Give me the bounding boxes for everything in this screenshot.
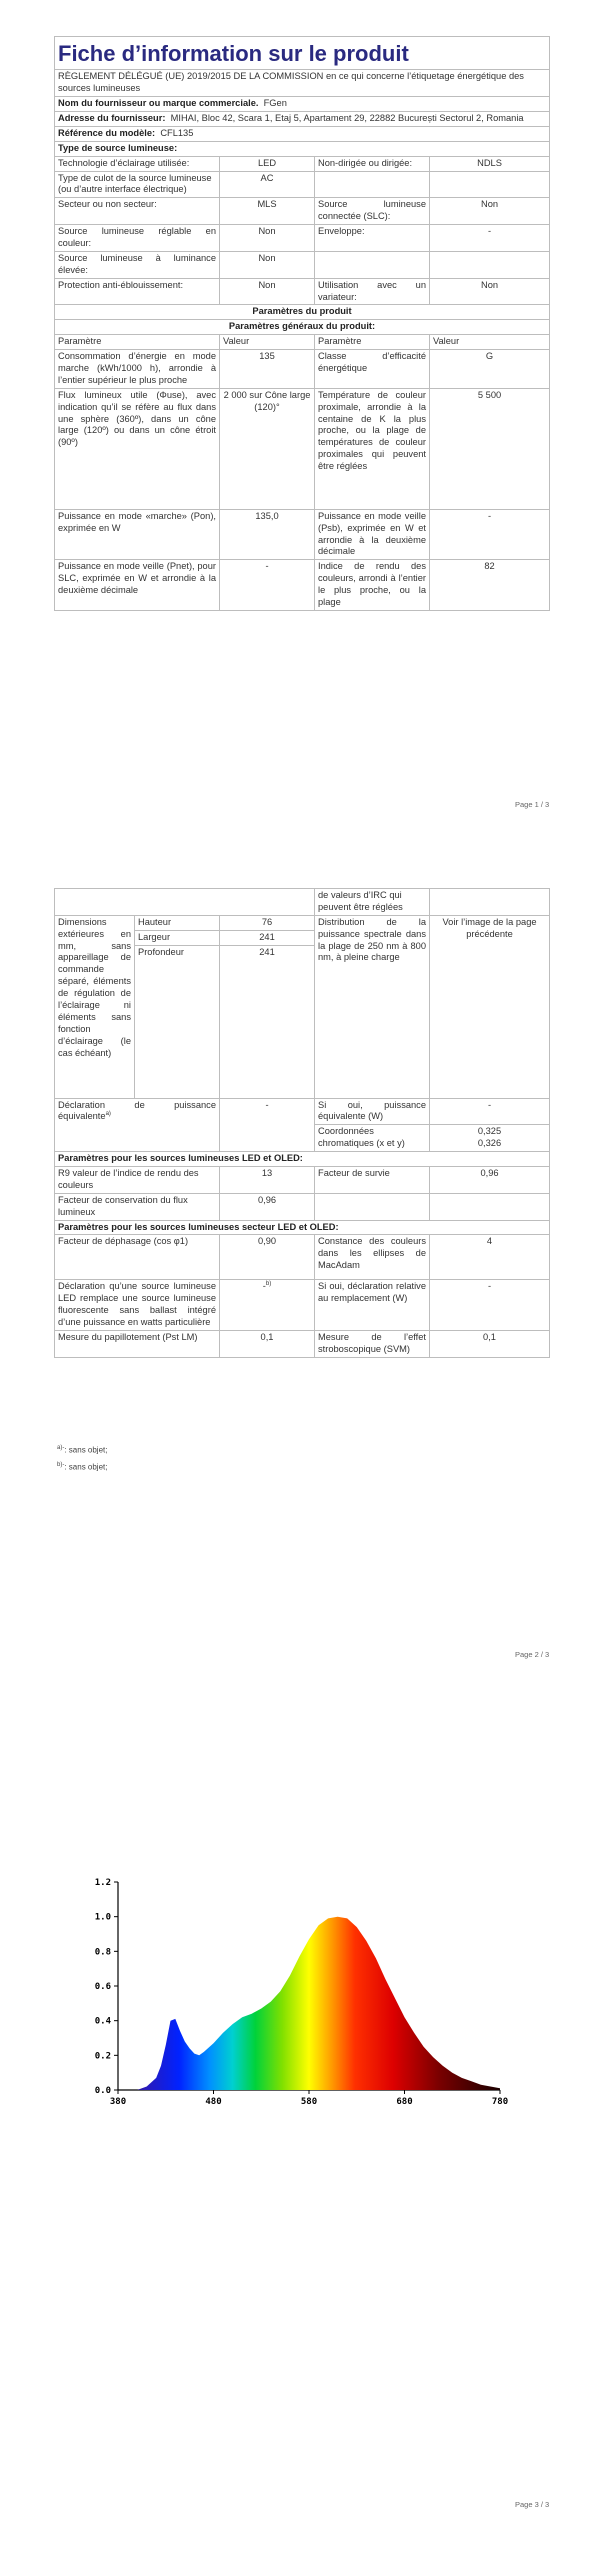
param-value: 135 bbox=[220, 350, 315, 389]
dimension-row bbox=[55, 915, 550, 930]
empty-cell bbox=[430, 1193, 550, 1220]
dimension-label-depth: Profondeur bbox=[135, 945, 220, 1098]
r9-value: 13 bbox=[220, 1167, 315, 1194]
page-number: Page 2 / 3 bbox=[515, 1650, 550, 1659]
type-param-value: - bbox=[430, 225, 550, 252]
empty-cell bbox=[55, 889, 315, 916]
col-header-value: Valeur bbox=[220, 335, 315, 350]
mains-param-row bbox=[55, 1235, 550, 1280]
supplier-address-label: Adresse du fournisseur: bbox=[58, 112, 166, 123]
fluo-decl-label: Si oui, déclaration relative au remplacement (W) bbox=[315, 1280, 430, 1331]
param-value: 135,0 bbox=[220, 509, 315, 560]
param-value: 5 500 bbox=[430, 388, 550, 509]
general-param-row bbox=[55, 509, 550, 560]
spectrum-area bbox=[118, 1917, 500, 2090]
general-param-row bbox=[55, 350, 550, 389]
phase-label: Facteur de déphasage (cos φ1) bbox=[55, 1235, 220, 1280]
footnote-b bbox=[57, 1462, 107, 1472]
type-param-label: Technologie d’éclairage utilisée: bbox=[55, 156, 220, 171]
type-param-label: Non-dirigée ou dirigée: bbox=[315, 156, 430, 171]
continued-row bbox=[55, 889, 550, 916]
param-value: 82 bbox=[430, 560, 550, 611]
type-param-label bbox=[315, 171, 430, 198]
led-params-header: Paramètres pour les sources lumineuses LED et OLED: bbox=[55, 1152, 550, 1167]
type-row bbox=[55, 156, 550, 171]
strobo-label: Mesure de l’effet stroboscopique (SVM) bbox=[315, 1331, 430, 1358]
general-param-row bbox=[55, 388, 550, 509]
supplier-name-value: FGen bbox=[263, 98, 287, 109]
supplier-address-row bbox=[55, 111, 550, 126]
y-tick-label: 0.4 bbox=[94, 2016, 111, 2027]
type-param-value: AC bbox=[220, 171, 315, 198]
fluo-label: Déclaration qu’une source lumineuse LED remplace une source lumineuse fluorescente sans ballast intégré d’une puissance en watts particulière bbox=[55, 1280, 220, 1331]
type-param-label: Type de culot de la source lumineuse (ou d’autre interface électrique) bbox=[55, 171, 220, 198]
param-label: Consommation d’énergie en mode marche (kWh/1000 h), arrondie à l’entier supérieur le plus proche bbox=[55, 350, 220, 389]
survival-value: 0,96 bbox=[430, 1167, 550, 1194]
footnote-a bbox=[57, 1445, 107, 1455]
spectral-label: Distribution de la puissance spectrale dans la plage de 250 nm à 800 nm, à pleine charge bbox=[315, 915, 430, 1098]
type-param-value: Non bbox=[430, 198, 550, 225]
param-label: Puissance en mode «marche» (Pon), exprimée en W bbox=[55, 509, 220, 560]
equiv-w-label: Si oui, puissance équivalente (W) bbox=[315, 1098, 430, 1125]
dimension-value-height: 76 bbox=[220, 915, 315, 930]
lumen-value: 0,96 bbox=[220, 1193, 315, 1220]
equiv-w-value: - bbox=[430, 1098, 550, 1125]
supplier-name-row bbox=[55, 97, 550, 112]
type-row bbox=[55, 171, 550, 198]
chroma-x: 0,325 bbox=[477, 1126, 502, 1137]
dimensions-label: Dimensions extérieures en mm, sans appareillage de commande séparé, éléments de régulation de l’éclairage ni éléments sans fonction d’éclairage (le cas échéant) bbox=[55, 915, 135, 1098]
survival-label: Facteur de survie bbox=[315, 1167, 430, 1194]
type-row bbox=[55, 278, 550, 305]
fluo-value: - bbox=[262, 1281, 266, 1292]
type-param-value: Non bbox=[220, 278, 315, 305]
product-params-header: Paramètres du produit bbox=[55, 305, 550, 320]
dimension-label-width: Largeur bbox=[135, 930, 220, 945]
footnote-mark: b)- bbox=[57, 1462, 65, 1468]
y-tick-label: 1.2 bbox=[94, 1878, 111, 1888]
footnote-text: : sans objet; bbox=[64, 1462, 108, 1472]
led-param-row bbox=[55, 1193, 550, 1220]
param-label: Puissance en mode veille (Psb), exprimée en W et arrondie à la deuxième décimale bbox=[315, 509, 430, 560]
mains-param-row bbox=[55, 1280, 550, 1331]
type-param-label: Source lumineuse à luminance élevée: bbox=[55, 251, 220, 278]
param-value: - bbox=[220, 560, 315, 611]
type-param-label: Source lumineuse connectée (SLC): bbox=[315, 198, 430, 225]
footnote-mark: a)- bbox=[57, 1445, 65, 1451]
type-param-value: Non bbox=[220, 251, 315, 278]
type-param-label: Source lumineuse réglable en couleur: bbox=[55, 225, 220, 252]
x-tick-label: 480 bbox=[205, 2097, 222, 2107]
type-param-value: Non bbox=[220, 225, 315, 252]
type-row bbox=[55, 251, 550, 278]
x-tick-label: 680 bbox=[396, 2097, 413, 2107]
y-tick-label: 0.2 bbox=[94, 2051, 111, 2062]
footnote-text: : sans objet; bbox=[64, 1445, 108, 1455]
type-param-value: LED bbox=[220, 156, 315, 171]
chroma-y: 0,326 bbox=[477, 1138, 502, 1149]
page-number: Page 3 / 3 bbox=[515, 2500, 550, 2509]
general-params-header: Paramètres généraux du produit: bbox=[55, 320, 550, 335]
chromaticity-values bbox=[430, 1125, 550, 1152]
empty-cell bbox=[430, 889, 550, 916]
type-param-value: MLS bbox=[220, 198, 315, 225]
type-param-label: Protection anti-éblouissement: bbox=[55, 278, 220, 305]
dimension-label-height: Hauteur bbox=[135, 915, 220, 930]
equivalent-power-row bbox=[55, 1098, 550, 1125]
lumen-label: Facteur de conservation du flux lumineux bbox=[55, 1193, 220, 1220]
param-label: Puissance en mode veille (Pnet), pour SLC, exprimée en W et arrondie à la deuxième décimale bbox=[55, 560, 220, 611]
model-label: Référence du modèle: bbox=[58, 127, 156, 138]
supplier-address-value: MIHAI, Bloc 42, Scara 1, Etaj 5, Apartament 29, 22882 București Sectorul 2, Romania bbox=[170, 112, 524, 123]
fluo-value-cell bbox=[220, 1280, 315, 1331]
macadam-label: Constance des couleurs dans les ellipses de MacAdam bbox=[315, 1235, 430, 1280]
type-param-label: Secteur ou non secteur: bbox=[55, 198, 220, 225]
type-param-label: Utilisation avec un variateur: bbox=[315, 278, 430, 305]
type-param-value: NDLS bbox=[430, 156, 550, 171]
type-row bbox=[55, 225, 550, 252]
y-tick-label: 1.0 bbox=[94, 1912, 111, 1923]
type-header: Type de source lumineuse: bbox=[55, 141, 550, 156]
mains-params-header: Paramètres pour les sources lumineuses secteur LED et OLED: bbox=[55, 1220, 550, 1235]
type-param-value: Non bbox=[430, 278, 550, 305]
param-label: Flux lumineux utile (Φuse), avec indication qu’il se réfère au flux dans une sphère (360º), dans un cône large (120º) ou dans un cône étroit (90º) bbox=[55, 388, 220, 509]
phase-value: 0,90 bbox=[220, 1235, 315, 1280]
equiv-label: Déclaration de puissance équivalente bbox=[58, 1099, 216, 1122]
param-value: G bbox=[430, 350, 550, 389]
type-row bbox=[55, 198, 550, 225]
fluo-decl-value: - bbox=[430, 1280, 550, 1331]
y-tick-label: 0.0 bbox=[94, 2086, 111, 2096]
col-header-param: Paramètre bbox=[315, 335, 430, 350]
x-tick-label: 780 bbox=[491, 2097, 509, 2107]
model-row bbox=[55, 126, 550, 141]
param-label: Classe d’efficacité énergétique bbox=[315, 350, 430, 389]
x-tick-label: 380 bbox=[109, 2097, 127, 2107]
macadam-value: 4 bbox=[430, 1235, 550, 1280]
param-label: Température de couleur proximale, arrondie à la centaine de K la plus proche, ou la plage de températures de couleur proximales qui peuvent être réglées bbox=[315, 388, 430, 509]
r9-label: R9 valeur de l’indice de rendu des couleurs bbox=[55, 1167, 220, 1194]
y-tick-label: 0.8 bbox=[94, 1947, 111, 1958]
param-label: de valeurs d’IRC qui peuvent être réglées bbox=[315, 889, 430, 916]
equiv-value: - bbox=[220, 1098, 315, 1152]
regulation-text: RÈGLEMENT DÉLÉGUÉ (UE) 2019/2015 DE LA COMMISSION en ce qui concerne l’étiquetage énergétique des sources lumineuses bbox=[55, 70, 550, 97]
param-value: 2 000 sur Cône large (120)° bbox=[220, 388, 315, 509]
spectral-distribution-chart bbox=[60, 1870, 520, 2110]
general-param-row bbox=[55, 560, 550, 611]
flicker-value: 0,1 bbox=[220, 1331, 315, 1358]
type-param-label: Enveloppe: bbox=[315, 225, 430, 252]
empty-cell bbox=[315, 1193, 430, 1220]
led-param-row bbox=[55, 1167, 550, 1194]
footnote-ref: a) bbox=[105, 1111, 111, 1118]
product-info-table-page2 bbox=[54, 888, 550, 1358]
column-header-row bbox=[55, 335, 550, 350]
chromaticity-label: Coordonnées chromatiques (x et y) bbox=[315, 1125, 430, 1152]
x-tick-label: 580 bbox=[300, 2097, 318, 2107]
flicker-label: Mesure du papillotement (Pst LM) bbox=[55, 1331, 220, 1358]
param-label: Indice de rendu des couleurs, arrondi à l’entier le plus proche, ou la plage bbox=[315, 560, 430, 611]
dimension-value-depth: 241 bbox=[220, 945, 315, 1098]
y-tick-label: 0.6 bbox=[94, 1982, 111, 1992]
col-header-value: Valeur bbox=[430, 335, 550, 350]
col-header-param: Paramètre bbox=[55, 335, 220, 350]
dimension-value-width: 241 bbox=[220, 930, 315, 945]
footnote-ref: b) bbox=[265, 1281, 272, 1288]
type-param-label bbox=[315, 251, 430, 278]
type-param-value bbox=[430, 171, 550, 198]
page-number: Page 1 / 3 bbox=[515, 800, 550, 809]
param-value: - bbox=[430, 509, 550, 560]
supplier-name-label: Nom du fournisseur ou marque commerciale. bbox=[58, 98, 259, 109]
page-title: Fiche d’information sur le produit bbox=[55, 37, 550, 70]
strobo-value: 0,1 bbox=[430, 1331, 550, 1358]
type-param-value bbox=[430, 251, 550, 278]
mains-param-row bbox=[55, 1331, 550, 1358]
equiv-label-cell bbox=[55, 1098, 220, 1152]
product-info-table-page1 bbox=[54, 36, 550, 611]
model-value: CFL135 bbox=[160, 127, 194, 138]
spectral-value: Voir l’image de la page précédente bbox=[430, 915, 550, 1098]
